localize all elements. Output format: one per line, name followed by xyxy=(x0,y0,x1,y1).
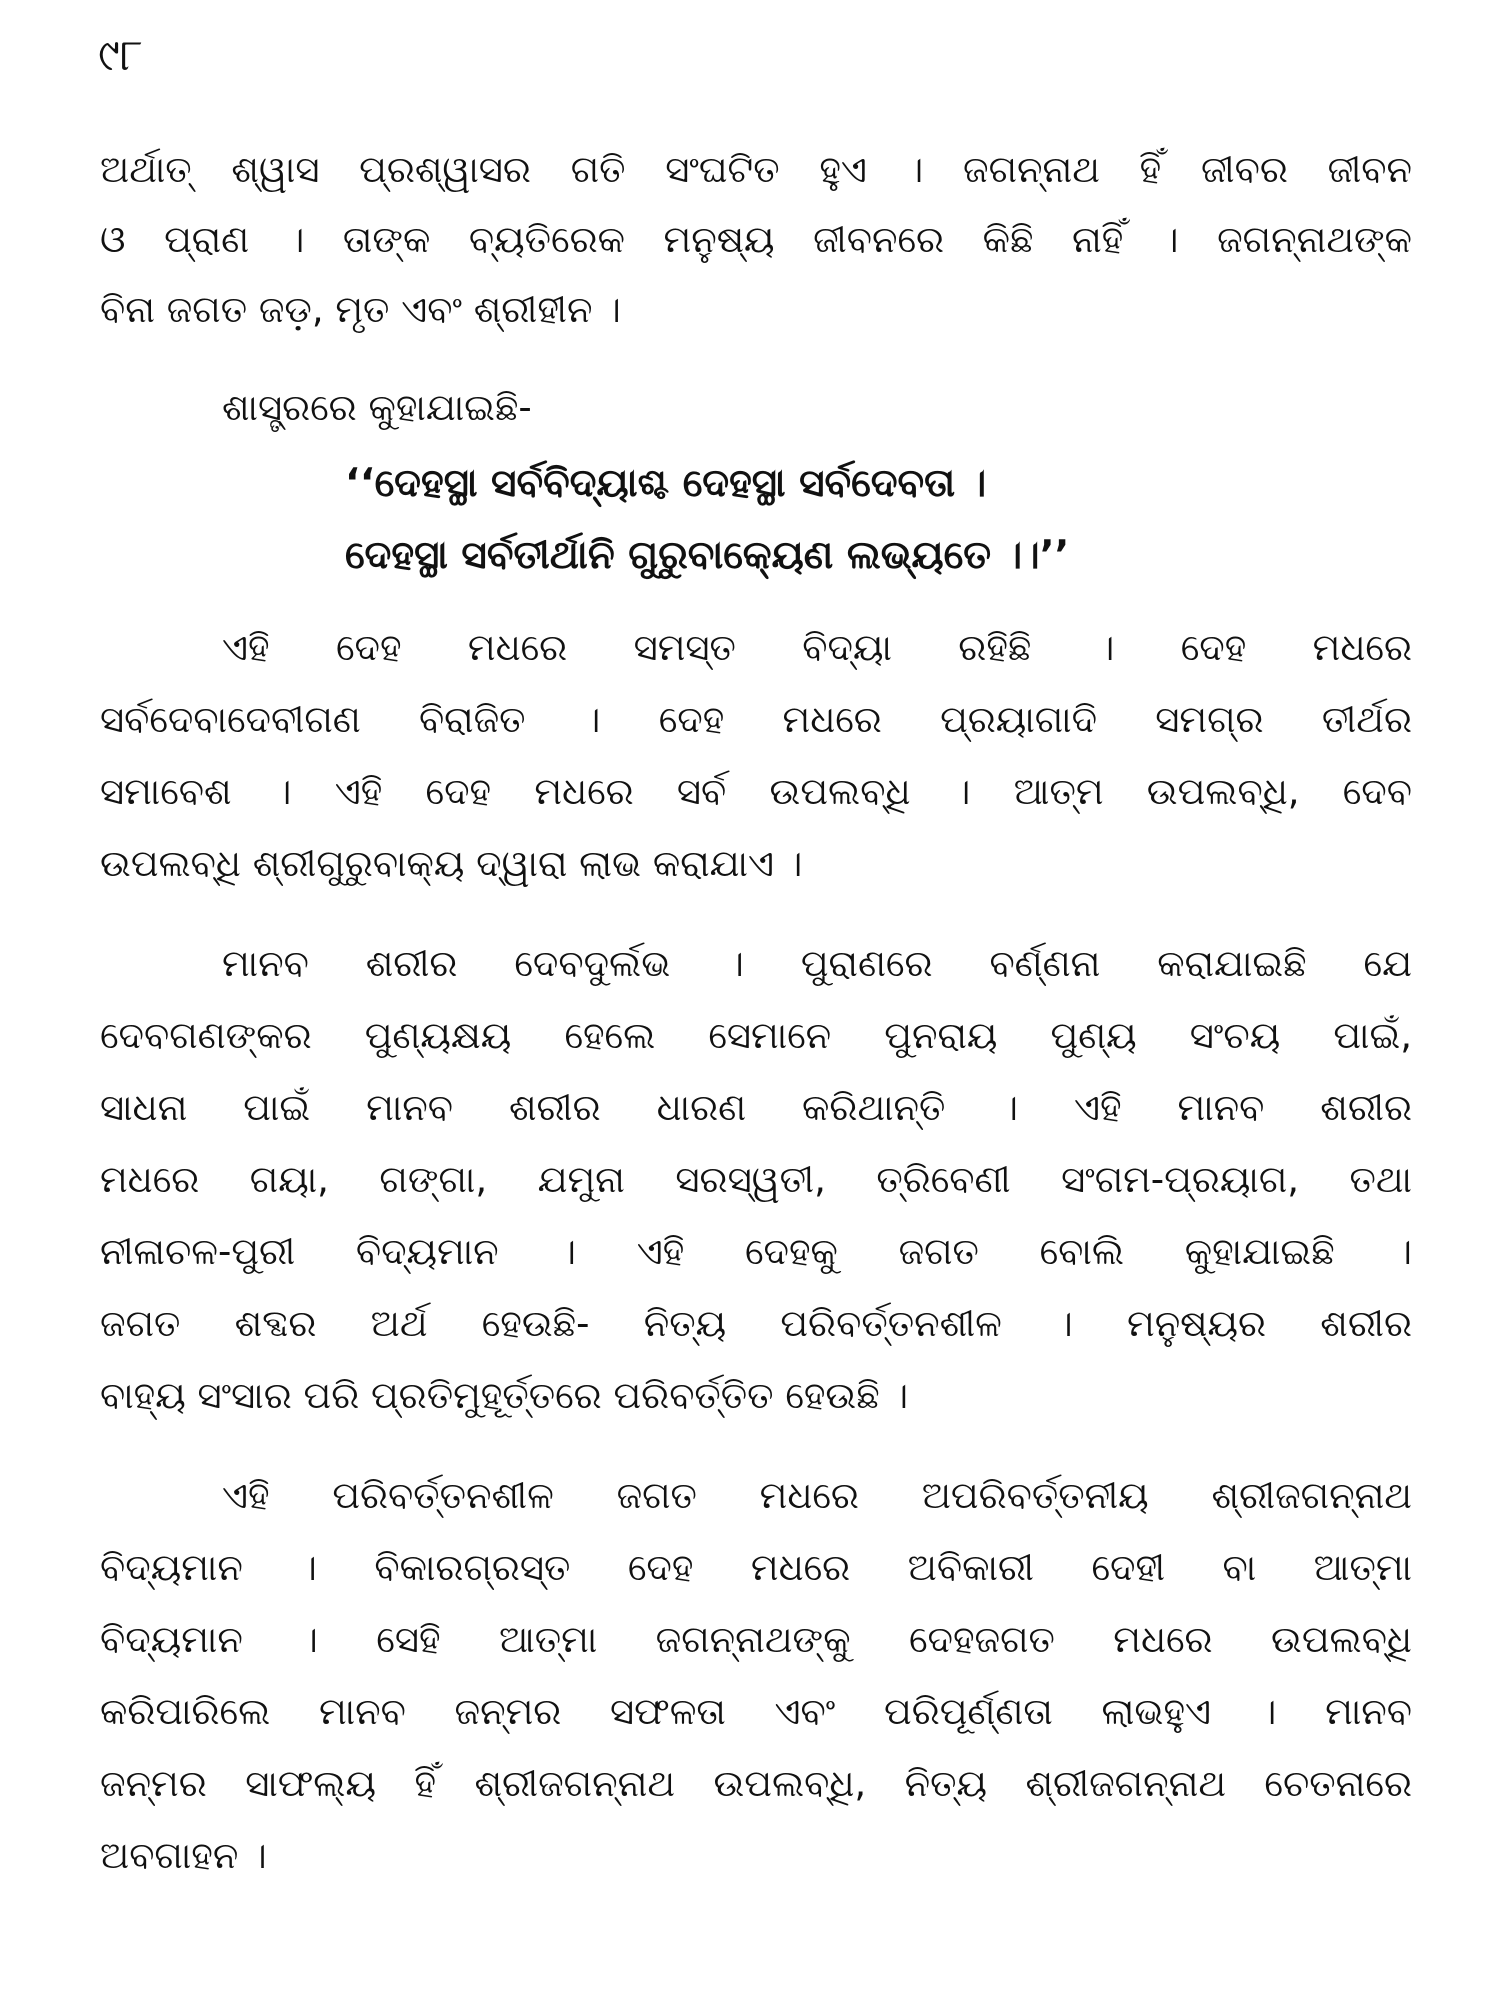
paragraph-4-line-2: ଦେବଗଣଙ୍କର ପୁଣ୍ୟକ୍ଷୟ ହେଲେ ସେମାନେ ପୁନରାୟ ପୁଣ୍ୟ ସଂଚୟ ପାଇଁ, xyxy=(100,1014,1412,1057)
paragraph-3-line-2: ସର୍ବଦେବାଦେବୀଗଣ ବିରାଜିତ । ଦେହ ମଧରେ ପ୍ରୟାଗାଦି ସମଗ୍ର ତୀର୍ଥର xyxy=(100,698,1412,741)
paragraph-5-line-2: ବିଦ୍ୟମାନ । ବିକାରଗ୍ରସ୍ତ ଦେହ ମଧରେ ଅବିକାରୀ ଦେହୀ ବା ଆତ୍ମା xyxy=(100,1546,1412,1589)
paragraph-4-line-1: ମାନବ ଶରୀର ଦେବଦୁର୍ଲଭ । ପୁରାଣରେ ବର୍ଣ୍ଣନା କରାଯାଇଛି ଯେ xyxy=(222,942,1412,985)
paragraph-4-line-5: ନୀଳାଚଳ-ପୁରୀ ବିଦ୍ୟମାନ । ଏହି ଦେହକୁ ଜଗତ ବୋଲି କୁହାଯାଇଛି । xyxy=(100,1230,1412,1273)
paragraph-1-line-2: ଓ ପ୍ରାଣ । ତାଙ୍କ ବ୍ୟତିରେକ ମନୁଷ୍ୟ ଜୀବନରେ କିଛି ନାହିଁ । ଜଗନ୍ନାଥଙ୍କ xyxy=(100,218,1412,261)
paragraph-5-line-4: କରିପାରିଲେ ମାନବ ଜନ୍ମର ସଫଳତା ଏବଂ ପରିପୂର୍ଣ୍ଣତା ଲାଭହୁଏ । ମାନବ xyxy=(100,1690,1412,1733)
shloka-line-2: ଦେହସ୍ଥା ସର୍ବତୀର୍ଥାନି ଗୁରୁବାକ୍ୟେଣ ଲଭ୍ୟତେ ।।’’ xyxy=(345,533,1070,578)
paragraph-2-line-1: ଶାସ୍ତ୍ରରେ କୁହାଯାଇଛି- xyxy=(222,386,532,429)
paragraph-4-line-6: ଜଗତ ଶବ୍ଦର ଅର୍ଥ ହେଉଛି- ନିତ୍ୟ ପରିବର୍ତ୍ତନଶୀଳ । ମନୁଷ୍ୟର ଶରୀର xyxy=(100,1302,1412,1345)
paragraph-3-line-1: ଏହି ଦେହ ମଧରେ ସମସ୍ତ ବିଦ୍ୟା ରହିଛି । ଦେହ ମଧରେ xyxy=(222,626,1412,669)
paragraph-4-line-7: ବାହ୍ୟ ସଂସାର ପରି ପ୍ରତିମୁହୂର୍ତ୍ତରେ ପରିବର୍ତ୍ତିତ ହେଉଛି । xyxy=(100,1374,909,1417)
page-number: ୯୮ xyxy=(98,30,143,81)
paragraph-3-line-3: ସମାବେଶ । ଏହି ଦେହ ମଧରେ ସର୍ବ ଉପଲବ୍ଧି । ଆତ୍ମ ଉପଲବ୍ଧି, ଦେବ xyxy=(100,770,1412,813)
shloka-line-1: ‘‘ଦେହସ୍ଥା ସର୍ବବିଦ୍ୟାଶ୍ଚ ଦେହସ୍ଥା ସର୍ବଦେବତା । xyxy=(345,461,987,506)
paragraph-5-line-6: ଅବଗାହନ । xyxy=(100,1834,267,1877)
paragraph-1-line-1: ଅର୍ଥାତ୍ ଶ୍ୱାସ ପ୍ରଶ୍ୱାସର ଗତି ସଂଘଟିତ ହୁଏ । ଜଗନ୍ନାଥ ହିଁ ଜୀବର ଜୀବନ xyxy=(100,148,1412,191)
paragraph-5-line-3: ବିଦ୍ୟମାନ । ସେହି ଆତ୍ମା ଜଗନ୍ନାଥଙ୍କୁ ଦେହଜଗତ ମଧରେ ଉପଲବ୍ଧି xyxy=(100,1618,1412,1661)
paragraph-3-line-4: ଉପଲବ୍ଧି ଶ୍ରୀଗୁରୁବାକ୍ୟ ଦ୍ୱାରା ଲାଭ କରାଯାଏ । xyxy=(100,842,803,885)
paragraph-4-line-3: ସାଧନା ପାଇଁ ମାନବ ଶରୀର ଧାରଣ କରିଥାନ୍ତି । ଏହି ମାନବ ଶରୀର xyxy=(100,1086,1412,1129)
paragraph-4-line-4: ମଧରେ ଗୟା, ଗଙ୍ଗା, ଯମୁନା ସରସ୍ୱତୀ, ତ୍ରିବେଣୀ ସଂଗମ-ପ୍ରୟାଗ, ତଥା xyxy=(100,1158,1412,1201)
paragraph-5-line-5: ଜନ୍ମର ସାଫଲ୍ୟ ହିଁ ଶ୍ରୀଜଗନ୍ନାଥ ଉପଲବ୍ଧି, ନିତ୍ୟ ଶ୍ରୀଜଗନ୍ନାଥ ଚେତନାରେ xyxy=(100,1762,1412,1805)
paragraph-5-line-1: ଏହି ପରିବର୍ତ୍ତନଶୀଳ ଜଗତ ମଧରେ ଅପରିବର୍ତ୍ତନୀୟ ଶ୍ରୀଜଗନ୍ନାଥ xyxy=(222,1474,1412,1517)
paragraph-1-line-3: ବିନା ଜଗତ ଜଡ଼, ମୃତ ଏବଂ ଶ୍ରୀହୀନ । xyxy=(100,288,621,331)
